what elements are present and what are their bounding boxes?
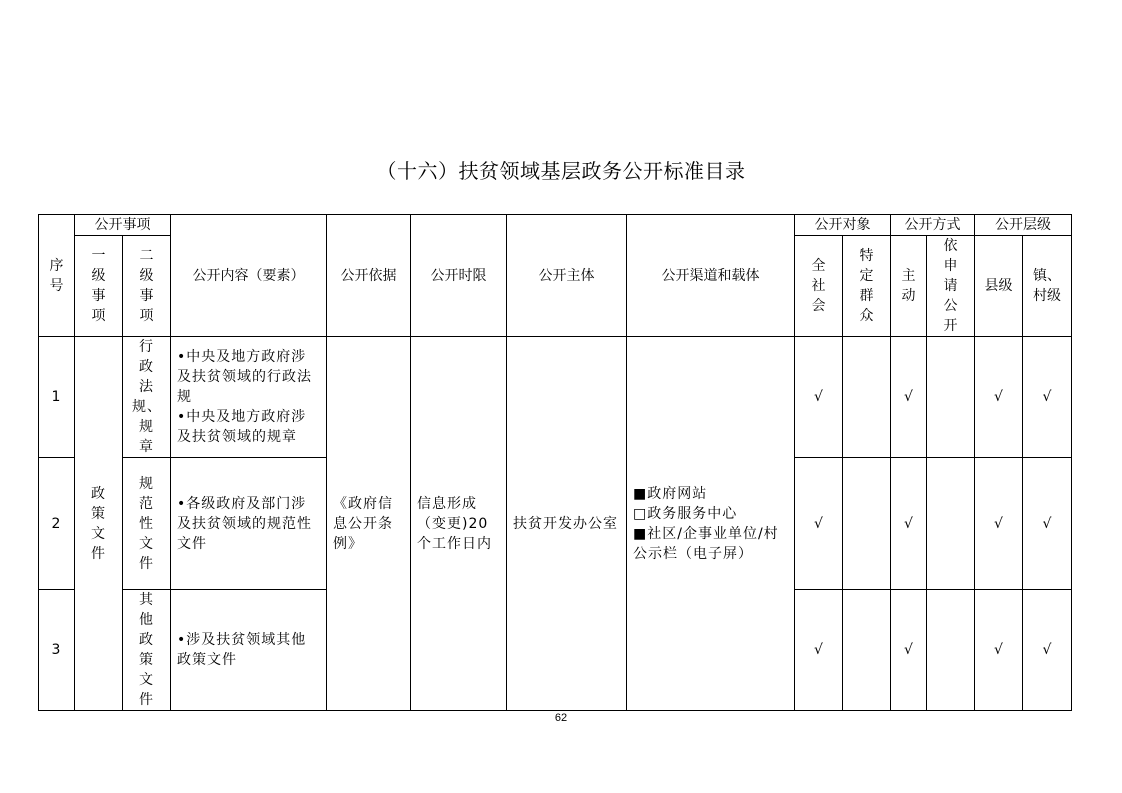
row-seq: 2 bbox=[39, 458, 75, 590]
header-seq: 序号 bbox=[39, 215, 75, 337]
header-method-active: 主动 bbox=[891, 236, 927, 337]
channel-line: □政务服务中心 bbox=[633, 505, 738, 522]
check-level-county: √ bbox=[975, 458, 1023, 590]
row-content bbox=[171, 590, 327, 711]
check-method-active: √ bbox=[891, 590, 927, 711]
header-items-group: 公开事项 bbox=[75, 215, 171, 236]
subject-cell: 扶贫开发办公室 bbox=[507, 337, 627, 711]
page-number: 62 bbox=[554, 712, 568, 724]
header-method-group: 公开方式 bbox=[891, 215, 975, 236]
check-method-apply bbox=[927, 337, 975, 458]
check-audience-all: √ bbox=[795, 337, 843, 458]
row-level2: 规范性文件 bbox=[123, 458, 171, 590]
header-level2: 二级事项 bbox=[123, 236, 171, 337]
time-limit-cell: 信息形成（变更)20个工作日内 bbox=[411, 337, 507, 711]
header-audience-group: 公开对象 bbox=[795, 215, 891, 236]
basis-cell: 《政府信息公开条例》 bbox=[327, 337, 411, 711]
check-level-town: √ bbox=[1023, 590, 1072, 711]
row-content bbox=[171, 337, 327, 458]
header-time-limit: 公开时限 bbox=[411, 215, 507, 337]
check-method-apply bbox=[927, 590, 975, 711]
check-level-county: √ bbox=[975, 590, 1023, 711]
check-method-apply bbox=[927, 458, 975, 590]
content-line: •中央及地方政府涉及扶贫领域的规章 bbox=[177, 409, 307, 445]
channel-cell bbox=[627, 337, 795, 711]
check-level-town: √ bbox=[1023, 458, 1072, 590]
header-level-group: 公开层级 bbox=[975, 215, 1072, 236]
content-line: •各级政府及部门涉及扶贫领域的规范性文件 bbox=[177, 495, 312, 552]
row-level2: 其他政策文件 bbox=[123, 590, 171, 711]
check-audience-specific bbox=[843, 590, 891, 711]
header-level1: 一级事项 bbox=[75, 236, 123, 337]
header-basis: 公开依据 bbox=[327, 215, 411, 337]
check-audience-all: √ bbox=[795, 590, 843, 711]
page-title: （十六）扶贫领域基层政务公开标准目录 bbox=[376, 159, 746, 183]
header-audience-all: 全社会 bbox=[795, 236, 843, 337]
header-channel: 公开渠道和载体 bbox=[627, 215, 795, 337]
header-level-county: 县级 bbox=[975, 236, 1023, 337]
check-audience-all: √ bbox=[795, 458, 843, 590]
header-audience-specific: 特定群众 bbox=[843, 236, 891, 337]
check-audience-specific bbox=[843, 458, 891, 590]
content-line: •涉及扶贫领域其他政策文件 bbox=[177, 632, 307, 668]
row-content bbox=[171, 458, 327, 590]
header-level-town: 镇、村级 bbox=[1023, 236, 1072, 337]
check-method-active: √ bbox=[891, 337, 927, 458]
check-level-town: √ bbox=[1023, 337, 1072, 458]
row-level2: 行政法规、规章 bbox=[123, 337, 171, 458]
row-seq: 1 bbox=[39, 337, 75, 458]
disclosure-catalog-table bbox=[38, 214, 1072, 711]
header-method-apply: 依申请公开 bbox=[927, 236, 975, 337]
channel-line: ■社区/企事业单位/村公示栏（电子屏） bbox=[633, 525, 779, 562]
header-subject: 公开主体 bbox=[507, 215, 627, 337]
row-seq: 3 bbox=[39, 590, 75, 711]
check-method-active: √ bbox=[891, 458, 927, 590]
level1-cell: 政策文件 bbox=[75, 337, 123, 711]
content-line: •中央及地方政府涉及扶贫领域的行政法规 bbox=[177, 349, 312, 405]
channel-line: ■政府网站 bbox=[633, 485, 708, 502]
table-row bbox=[39, 337, 1072, 458]
header-content: 公开内容（要素） bbox=[171, 215, 327, 337]
check-audience-specific bbox=[843, 337, 891, 458]
check-level-county: √ bbox=[975, 337, 1023, 458]
